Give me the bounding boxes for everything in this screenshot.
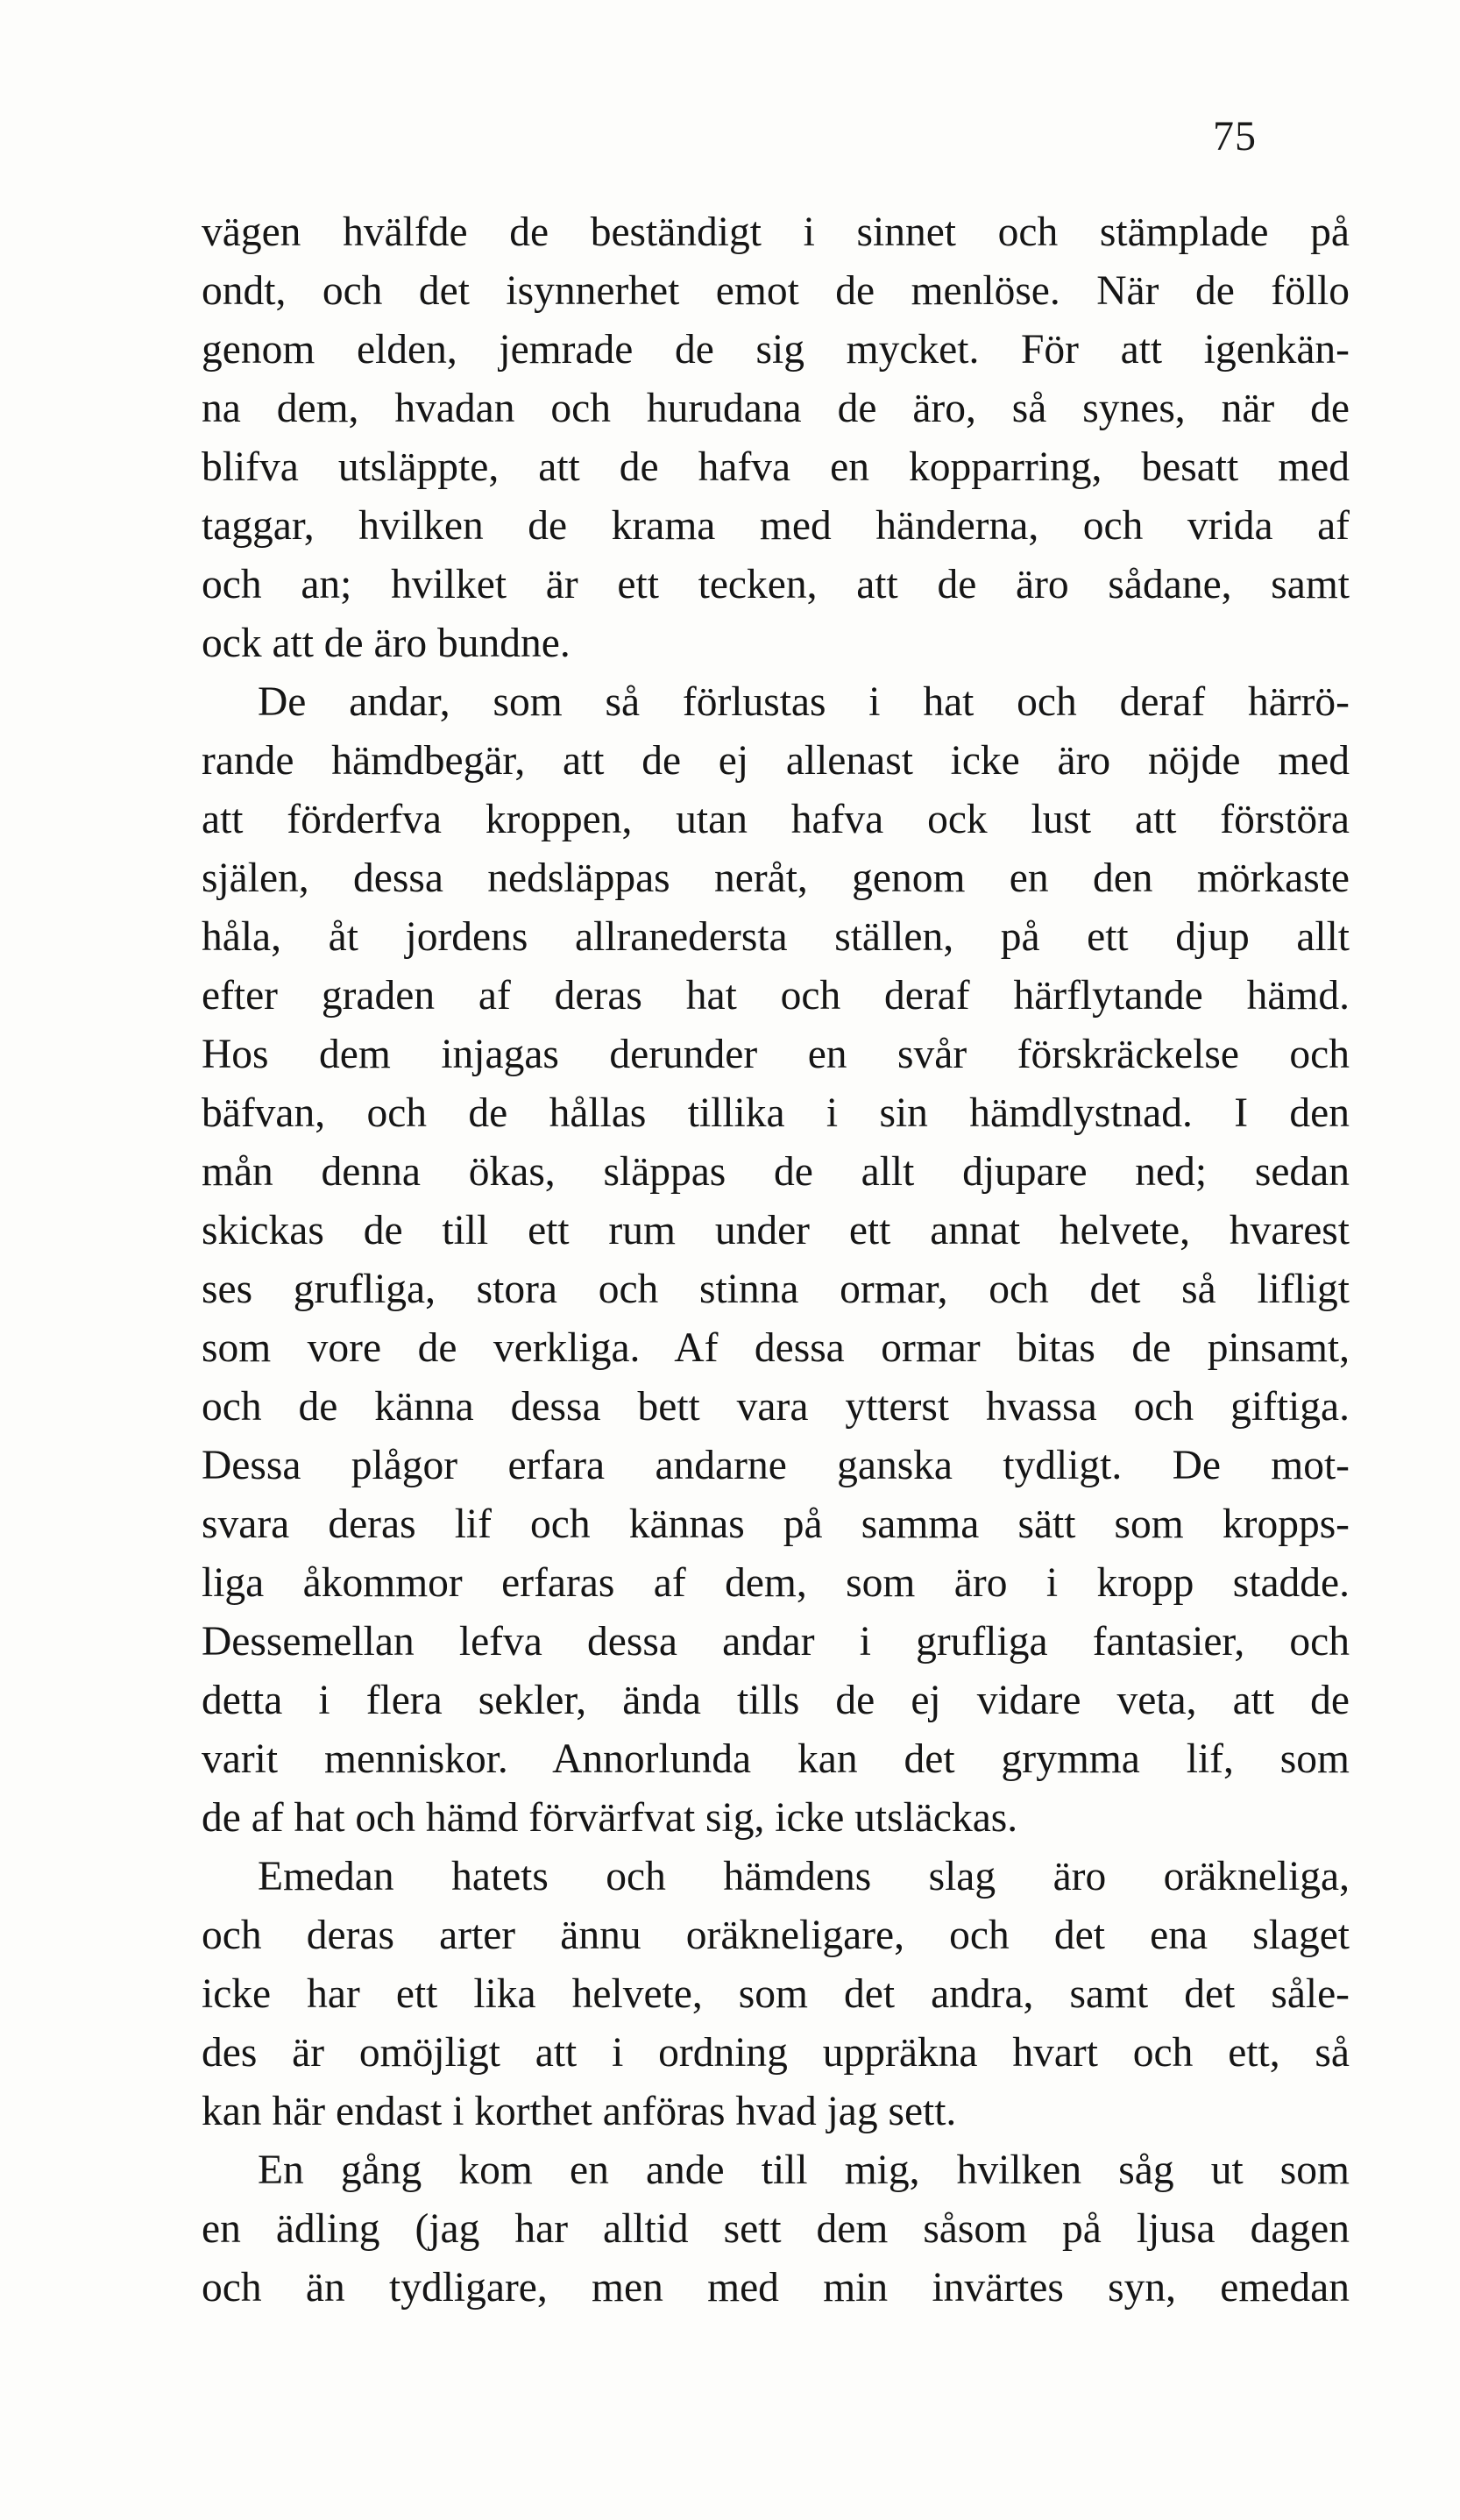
text-line: och an; hvilket är ett tecken, att de äro sådane, samt [202, 562, 1350, 607]
text-line: blifva utsläppte, att de hafva en kopparring, besatt med [202, 444, 1350, 490]
text-line: ondt, och det isynnerhet emot de menlöse. När de föllo [202, 268, 1350, 314]
text-line: liga åkommor erfaras af dem, som äro i kropp stadde. [202, 1560, 1350, 1606]
text-line: taggar, hvilken de krama med händerna, och vrida af [202, 503, 1350, 549]
text-line: och än tydligare, men med min invärtes syn, emedan [202, 2265, 1350, 2311]
text-line: kan här endast i korthet anföras hvad jag sett. [202, 2089, 957, 2134]
text-line: bäfvan, och de hållas tillika i sin hämdlystnad. I den [202, 1090, 1350, 1136]
text-line: icke har ett lika helvete, som det andra, samt det såle- [202, 1971, 1350, 2017]
text-line: detta i flera sekler, ända tills de ej vidare veta, att de [202, 1678, 1350, 1723]
page-number: 75 [1213, 113, 1257, 160]
text-line: Dessa plågor erfara andarne ganska tydligt. De mot- [202, 1443, 1350, 1488]
text-line: ses grufliga, stora och stinna ormar, och det så lifligt [202, 1267, 1350, 1312]
text-line: En gång kom en ande till mig, hvilken såg ut som [258, 2147, 1350, 2193]
text-line: varit menniskor. Annorlunda kan det grymma lif, som [202, 1736, 1350, 1782]
text-line: håla, åt jordens allranedersta ställen, på ett djup allt [202, 914, 1350, 960]
text-line: och deras arter ännu oräkneligare, och det ena slaget [202, 1913, 1350, 1958]
text-line: Dessemellan lefva dessa andar i grufliga fantasier, och [202, 1619, 1350, 1665]
text-line: De andar, som så förlustas i hat och deraf härrö- [258, 679, 1350, 725]
text-line: och de känna dessa bett vara ytterst hvassa och giftiga. [202, 1384, 1350, 1430]
text-line: som vore de verkliga. Af dessa ormar bitas de pinsamt, [202, 1325, 1350, 1371]
text-line: rande hämdbegär, att de ej allenast icke äro nöjde med [202, 738, 1350, 784]
text-line: skickas de till ett rum under ett annat helvete, hvarest [202, 1208, 1350, 1253]
text-line: des är omöjligt att i ordning uppräkna hvart och ett, så [202, 2030, 1350, 2076]
body-text [202, 203, 1350, 2318]
text-line: Emedan hatets och hämdens slag äro oräkneliga, [258, 1854, 1350, 1899]
text-line: genom elden, jemrade de sig mycket. För att igenkän- [202, 327, 1350, 373]
text-line: en ädling (jag har alltid sett dem såsom på ljusa dagen [202, 2206, 1350, 2252]
text-line: vägen hvälfde de beständigt i sinnet och stämplade på [202, 209, 1350, 255]
text-line: svara deras lif och kännas på samma sätt som kropps- [202, 1501, 1350, 1547]
text-line: ock att de äro bundne. [202, 621, 571, 666]
text-line: na dem, hvadan och hurudana de äro, så synes, när de [202, 386, 1350, 431]
text-line: efter graden af deras hat och deraf härflytande hämd. [202, 973, 1350, 1019]
text-line: själen, dessa nedsläppas neråt, genom en den mörkaste [202, 855, 1350, 901]
text-line: Hos dem injagas derunder en svår förskräckelse och [202, 1032, 1350, 1077]
text-line: de af hat och hämd förvärfvat sig, icke utsläckas. [202, 1795, 1018, 1841]
text-line: mån denna ökas, släppas de allt djupare ned; sedan [202, 1149, 1350, 1195]
text-line: att förderfva kroppen, utan hafva ock lust att förstöra [202, 797, 1350, 842]
